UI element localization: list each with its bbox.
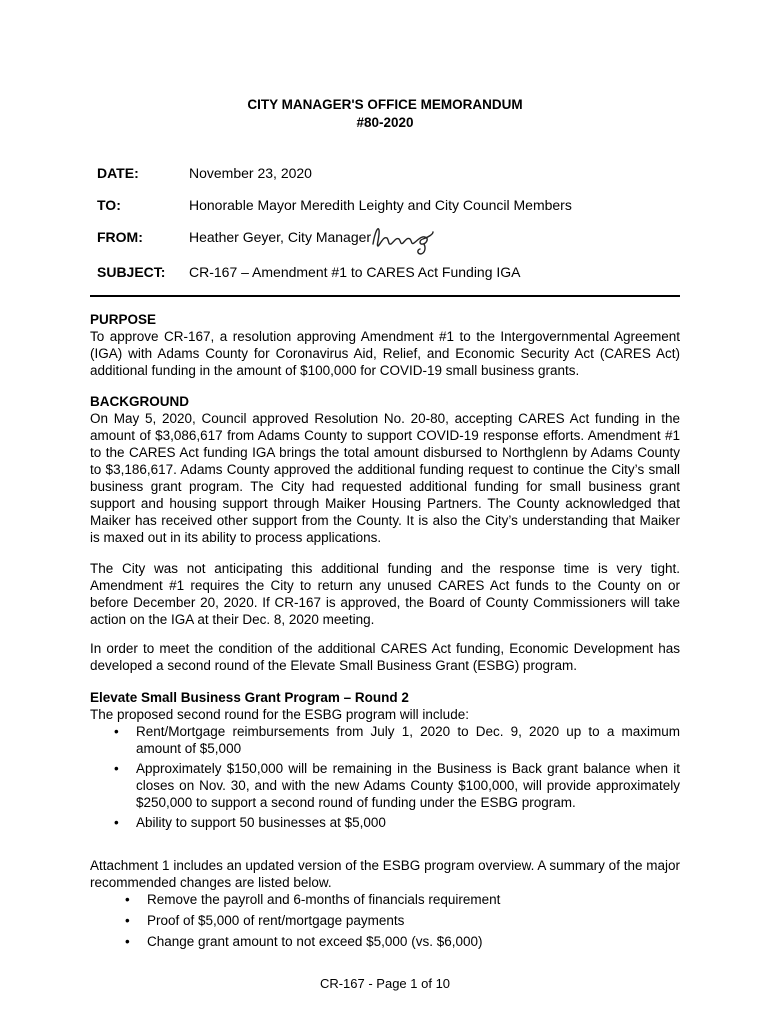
subject-value: CR-167 – Amendment #1 to CARES Act Funding IGA — [189, 264, 521, 280]
to-value: Honorable Mayor Meredith Leighty and City Council Members — [189, 197, 572, 213]
bullet-icon: • — [114, 724, 119, 739]
esbg-section — [90, 689, 680, 834]
list-item: • Change grant amount to not exceed $5,000 (vs. $6,000) — [125, 934, 483, 949]
subject-label: SUBJECT: — [97, 264, 166, 280]
bullet-icon: • — [114, 761, 119, 776]
background-paragraph-3-wrap — [90, 640, 680, 674]
bullet-icon: • — [125, 892, 130, 907]
background-paragraph-2-wrap — [90, 560, 680, 628]
date-value: November 23, 2020 — [189, 165, 312, 181]
memo-title: CITY MANAGER'S OFFICE MEMORANDUM — [247, 97, 523, 112]
purpose-text: To approve CR-167, a resolution approving Amendment #1 to the Intergovernmental Agreement (IGA) with Adams County for Coronavirus Aid, Relief, and Economic Security Act (CARES Act) additional funding in the amount of $100,000 for COVID-19 small business grants. — [90, 329, 680, 378]
changes-list — [90, 891, 680, 950]
list-item: • Approximately $150,000 will be remaining in the Business is Back grant balance when it closes on Nov. 30, and with the new Adams County $100,000, will provide approximately $250,000 to support a second round of funding under the ESBG program. — [114, 761, 680, 810]
esbg-list — [90, 723, 680, 831]
background-paragraph-3: In order to meet the condition of the additional CARES Act funding, Economic Development has developed a second round of the Elevate Small Business Grant (ESBG) program. — [90, 641, 680, 673]
bullet-icon: • — [114, 815, 119, 830]
purpose-heading: PURPOSE — [90, 312, 157, 327]
attachment-section — [90, 857, 680, 954]
date-label: DATE: — [97, 165, 139, 181]
list-item: • Ability to support 50 businesses at $5,000 — [114, 815, 386, 830]
from-label: FROM: — [97, 229, 143, 245]
esbg-heading: Elevate Small Business Grant Program – Round 2 — [90, 690, 409, 705]
purpose-section — [90, 311, 680, 379]
background-section — [90, 393, 680, 546]
list-item: • Remove the payroll and 6-months of financials requirement — [125, 892, 501, 907]
to-label: TO: — [97, 197, 121, 213]
attachment-text: Attachment 1 includes an updated version of the ESBG program overview. A summary of the major recommended changes are listed below. — [90, 858, 680, 890]
background-paragraph-1: On May 5, 2020, Council approved Resolution No. 20-80, accepting CARES Act funding in the amount of $3,086,617 from Adams County to support COVID-19 response efforts. Amendment #1 to the CARES Act funding IGA brings the total amount disbursed to Northglenn by Adams County to $3,186,617. Adams County approved the additional funding request to continue the City’s small business grant program. The City had requested additional funding for small business grant support and housing support through Maiker Housing Partners. The County acknowledged that Maiker has received other support from the County. It is also the City’s understanding that Maiker is maxed out in its ability to process applications. — [90, 411, 680, 545]
background-heading: BACKGROUND — [90, 394, 189, 409]
background-paragraph-2: The City was not anticipating this additional funding and the response time is very tight. Amendment #1 requires the City to return any unused CARES Act funds to the County on or before December 20, 2020. If CR-167 is approved, the Board of County Commissioners will take action on the IGA at their Dec. 8, 2020 meeting. — [90, 561, 680, 627]
bullet-icon: • — [125, 934, 130, 949]
bullet-icon: • — [125, 913, 130, 928]
signature-initials — [369, 222, 435, 256]
from-value: Heather Geyer, City Manager — [189, 229, 372, 245]
memo-number: #80-2020 — [356, 115, 414, 130]
list-item: • Proof of $5,000 of rent/mortgage payments — [125, 913, 405, 928]
page-footer: CR-167 - Page 1 of 10 — [319, 976, 451, 991]
header-divider — [90, 295, 680, 297]
list-item: • Rent/Mortgage reimbursements from July 1, 2020 to Dec. 9, 2020 up to a maximum amount of $5,000 — [114, 724, 680, 756]
esbg-intro: The proposed second round for the ESBG program will include: — [90, 707, 469, 722]
